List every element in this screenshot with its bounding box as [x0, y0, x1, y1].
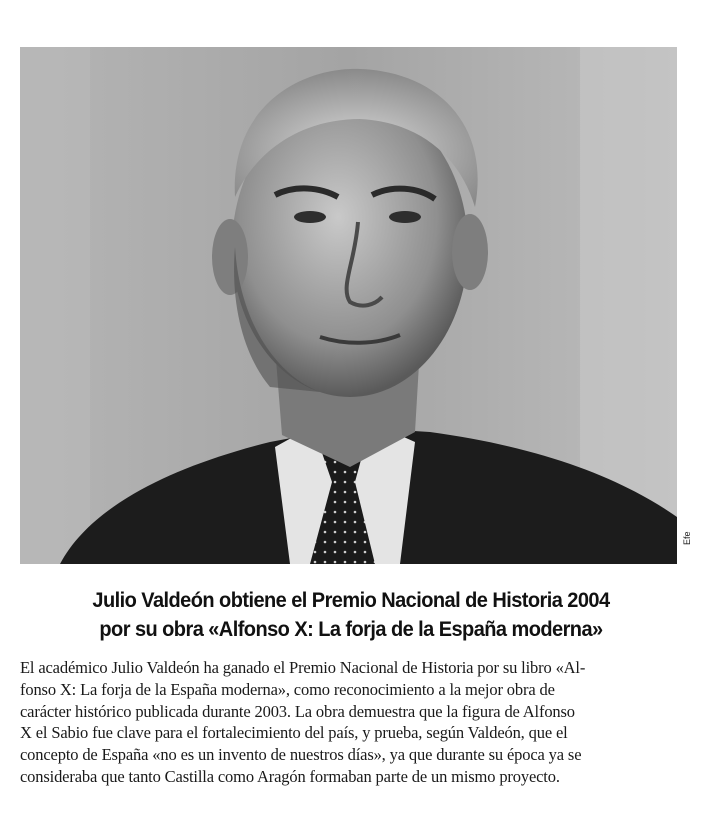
photo-credit: Efe [682, 531, 692, 545]
headline-line: Julio Valdeón obtiene el Premio Nacional de Historia 2004 [92, 588, 610, 612]
article-body [20, 657, 682, 788]
body-line: X el Sabio fue clave para el fortalecimiento del país, y prueba, según Valdeón, que el [20, 723, 568, 743]
headline-line: por su obra «Alfonso X: La forja de la España moderna» [99, 617, 603, 641]
body-line: El académico Julio Valdeón ha ganado el Premio Nacional de Historia por su libro «Al- [20, 658, 586, 677]
headline [43, 586, 659, 644]
body-line: consideraba que tanto Castilla como Aragón formaban parte de un mismo proyecto. [20, 766, 560, 786]
portrait-illustration [20, 47, 677, 564]
portrait-photo [20, 47, 677, 564]
body-line: fonso X: La forja de la España moderna», como reconocimiento a la mejor obra de [20, 679, 555, 699]
body-line: carácter histórico publicada durante 2003. La obra demuestra que la figura de Alfonso [20, 701, 575, 721]
body-line: concepto de España «no es un invento de nuestros días», ya que durante su época ya se [20, 745, 582, 765]
